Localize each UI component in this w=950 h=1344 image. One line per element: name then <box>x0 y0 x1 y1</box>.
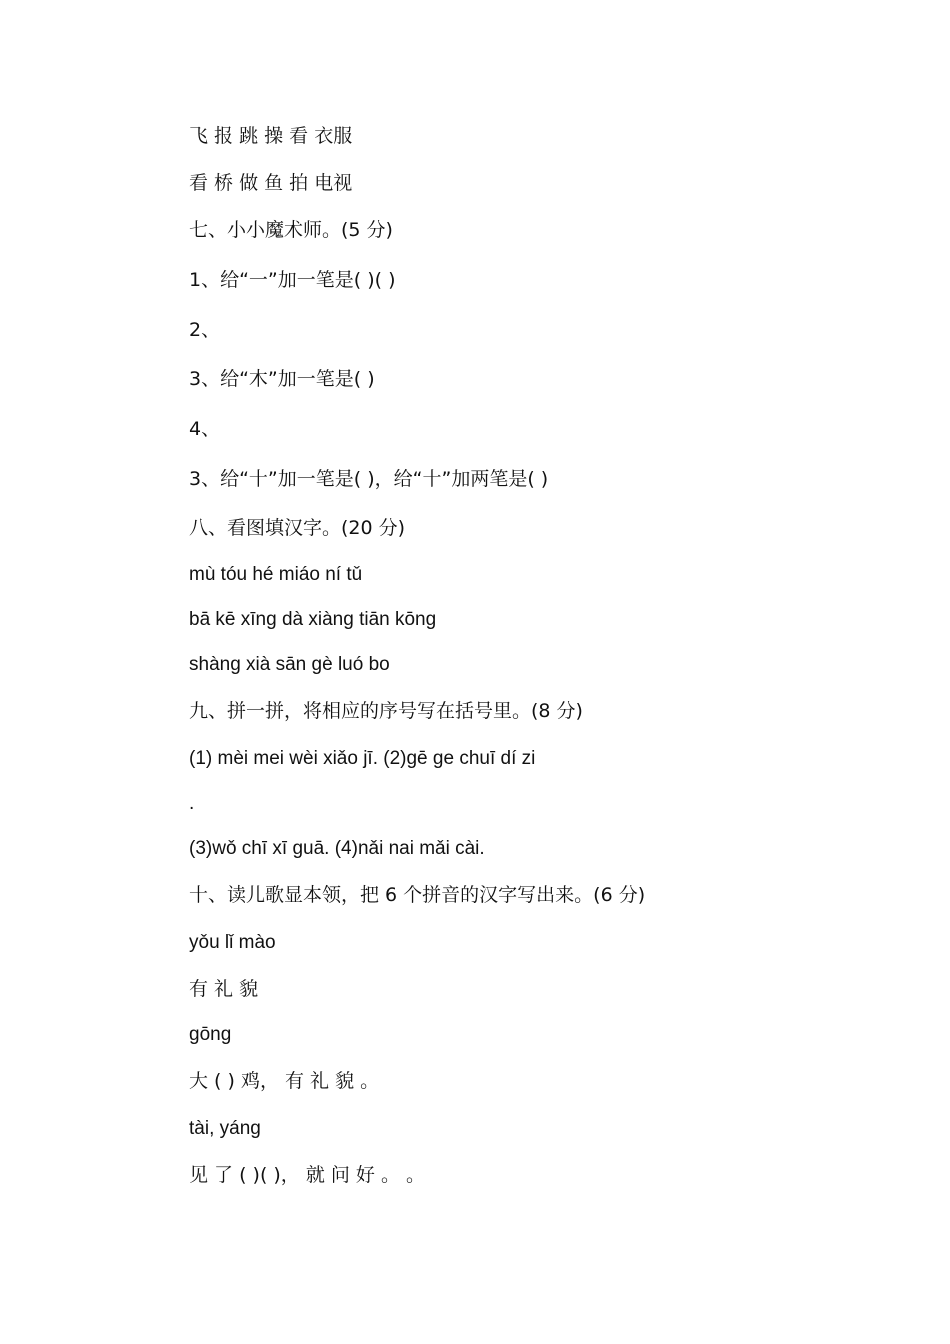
pinyin-line: (1) mèi mei wèi xiǎo jī. (2)gē ge chuī dí zi <box>189 748 536 769</box>
question-line: 1、给“一”加一笔是( )( ) <box>189 269 396 291</box>
pinyin-line: tài, yáng <box>189 1118 261 1139</box>
section-heading: 十、读儿歌显本领，把 6 个拼音的汉字写出来。(6 分) <box>189 884 646 906</box>
pinyin-line: bā kē xīng dà xiàng tiān kōng <box>189 609 437 630</box>
section-heading: 九、拼一拼，将相应的序号写在括号里。(8 分) <box>189 700 583 722</box>
text-line: 有 礼 貌 <box>189 978 259 1000</box>
pinyin-line: mù tóu hé miáo ní tǔ <box>189 564 363 585</box>
section-heading: 七、小小魔术师。(5 分) <box>189 219 393 241</box>
pinyin-line: (3)wǒ chī xī guā. (4)nǎi nai mǎi cài. <box>189 838 485 859</box>
text-line: 大 ( ) 鸡， 有 礼 貌 。 <box>189 1070 380 1092</box>
text-line: . <box>189 793 195 814</box>
pinyin-line: yǒu lǐ mào <box>189 932 276 953</box>
text-line: 飞 报 跳 操 看 衣服 <box>189 125 353 147</box>
pinyin-line: shàng xià sān gè luó bo <box>189 654 390 675</box>
question-line: 2、 <box>189 319 221 341</box>
pinyin-line: gōng <box>189 1024 232 1045</box>
question-line: 3、给“十”加一笔是( )，给“十”加两笔是( ) <box>189 468 549 490</box>
text-line: 见 了 ( )( )， 就 问 好 。 。 <box>189 1164 426 1186</box>
text-line: 看 桥 做 鱼 拍 电视 <box>189 172 353 194</box>
question-line: 3、给“木”加一笔是( ) <box>189 368 375 390</box>
section-heading: 八、看图填汉字。(20 分) <box>189 517 406 539</box>
question-line: 4、 <box>189 418 221 440</box>
